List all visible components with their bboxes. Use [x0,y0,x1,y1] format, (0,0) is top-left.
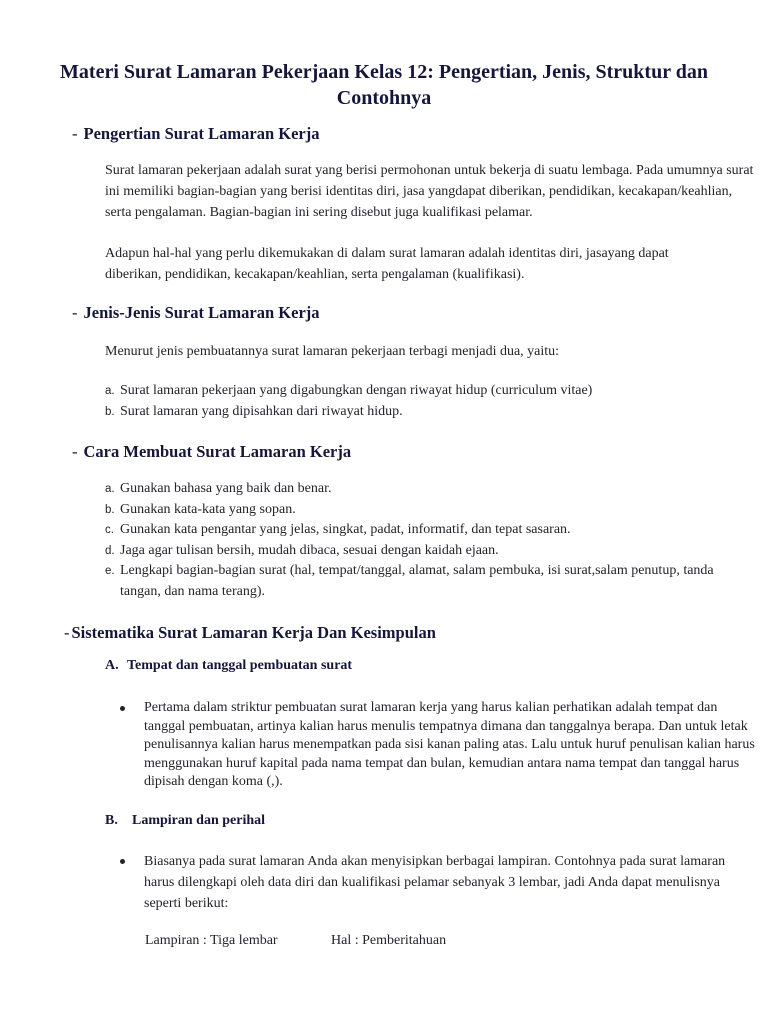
bullet-tempat-tanggal [120,699,760,792]
list-item [105,561,735,602]
list-item [105,500,735,521]
paragraph-jenis-intro: Menurut jenis pembuatannya surat lamaran pekerjaan terbagi menjadi dua, yaitu: [105,344,560,359]
subheading-tempat-tanggal [105,658,352,674]
hal-line: Hal : Pemberitahuan [331,933,447,948]
list-marker: e. [105,565,115,577]
heading-dash: - [72,303,78,322]
heading-text: Cara Membuat Surat Lamaran Kerja [83,442,352,461]
heading-dash: - [72,442,78,461]
paragraph-qualification: Adapun hal-hal yang perlu dikemukakan di dalam surat lamaran adalah identitas diri, jasayang dapat diberikan, pendidikan, kecakapan/keahlian, serta pengalaman (kualifikasi). [105,246,669,282]
section-heading-cara [72,442,351,462]
list-item-text: Gunakan bahasa yang baik dan benar. [120,481,332,496]
list-item-text: Surat lamaran yang dipisahkan dari riwayat hidup. [120,403,403,419]
list-item-text: Gunakan kata pengantar yang jelas, singkat, padat, informatif, dan tepat sasaran. [120,522,571,537]
list-item [105,520,735,541]
bullet-dot [120,859,125,864]
list-marker: a. [105,483,115,495]
list-item-text: Jaga agar tulisan bersih, mudah dibaca, sesuai dengan kaidah ejaan. [120,542,499,558]
paragraph-definition: Surat lamaran pekerjaan adalah surat yang berisi permohonan untuk bekerja di suatu lembaga. Pada umumnya surat ini memiliki bagian-bagian yang berisi identitas diri, jasa yangdapat diberikan, pendidikan, kecakapan/keahlian, serta pengalaman. Bagian-bagian ini sering disebut juga kualifikasi pelamar. [105,163,754,220]
heading-dash: - [72,124,78,143]
list-item-text: Lengkapi bagian-bagian surat (hal, tempat/tanggal, alamat, salam pembuka, isi surat,salam penutup, tanda tangan, dan nama terang). [120,563,714,599]
list-marker: b. [105,405,115,418]
section-heading-jenis [72,303,320,323]
bullet-dot [120,706,125,711]
page-title: Materi Surat Lamaran Pekerjaan Kelas 12: Pengertian, Jenis, Struktur dan Contohnya [60,61,708,109]
list-item [105,479,735,500]
list-item-text: Surat lamaran pekerjaan yang digabungkan dengan riwayat hidup (curriculum vitae) [120,383,593,398]
list-cara [105,479,735,602]
list-marker: c. [105,524,114,536]
section-heading-pengertian [72,124,320,144]
list-item [105,381,745,402]
subheading-lampiran-perihal [105,813,265,829]
subheading-letter: B. [105,813,118,828]
subheading-text: Lampiran dan perihal [132,813,266,828]
bullet-text: Biasanya pada surat lamaran Anda akan menyisipkan berbagai lampiran. Contohnya pada surat lamaran harus dilengkapi oleh data diri dan kualifikasi pelamar sebanyak 3 lembar, jadi Anda dapat menulisnya seperti berikut: [144,854,726,911]
bullet-lampiran [120,851,730,914]
list-marker: d. [105,544,115,557]
list-item-text: Gunakan kata-kata yang sopan. [120,501,296,517]
subheading-letter: A. [105,658,119,673]
bullet-text: Pertama dalam striktur pembuatan surat lamaran kerja yang harus kalian perhatikan adalah tempat dan tanggal pembuatan, artinya kalian harus menulis tempatnya dimana dan tanggalnya berapa. Dan untuk letak penulisannya kalian harus menempatkan pada sisi kanan paling atas. Lalu untuk huruf penulisan kalian harus menggunakan huruf kapital pada nama tempat dan bulan, kemudian antara nama tempat dan tanggal harus dipisah dengan koma (,). [144,700,755,789]
subheading-text: Tempat dan tanggal pembuatan surat [127,658,353,673]
list-jenis [105,381,745,422]
heading-text: Sistematika Surat Lamaran Kerja Dan Kesimpulan [71,623,436,642]
heading-dash: - [64,623,70,642]
list-item [105,402,745,423]
lampiran-line: Lampiran : Tiga lembar [145,933,278,948]
list-marker: a. [105,385,115,397]
list-marker: b. [105,503,115,516]
list-item [105,541,735,562]
section-heading-sistematika [64,623,436,643]
heading-text: Jenis-Jenis Surat Lamaran Kerja [83,303,320,322]
heading-text: Pengertian Surat Lamaran Kerja [83,124,320,143]
